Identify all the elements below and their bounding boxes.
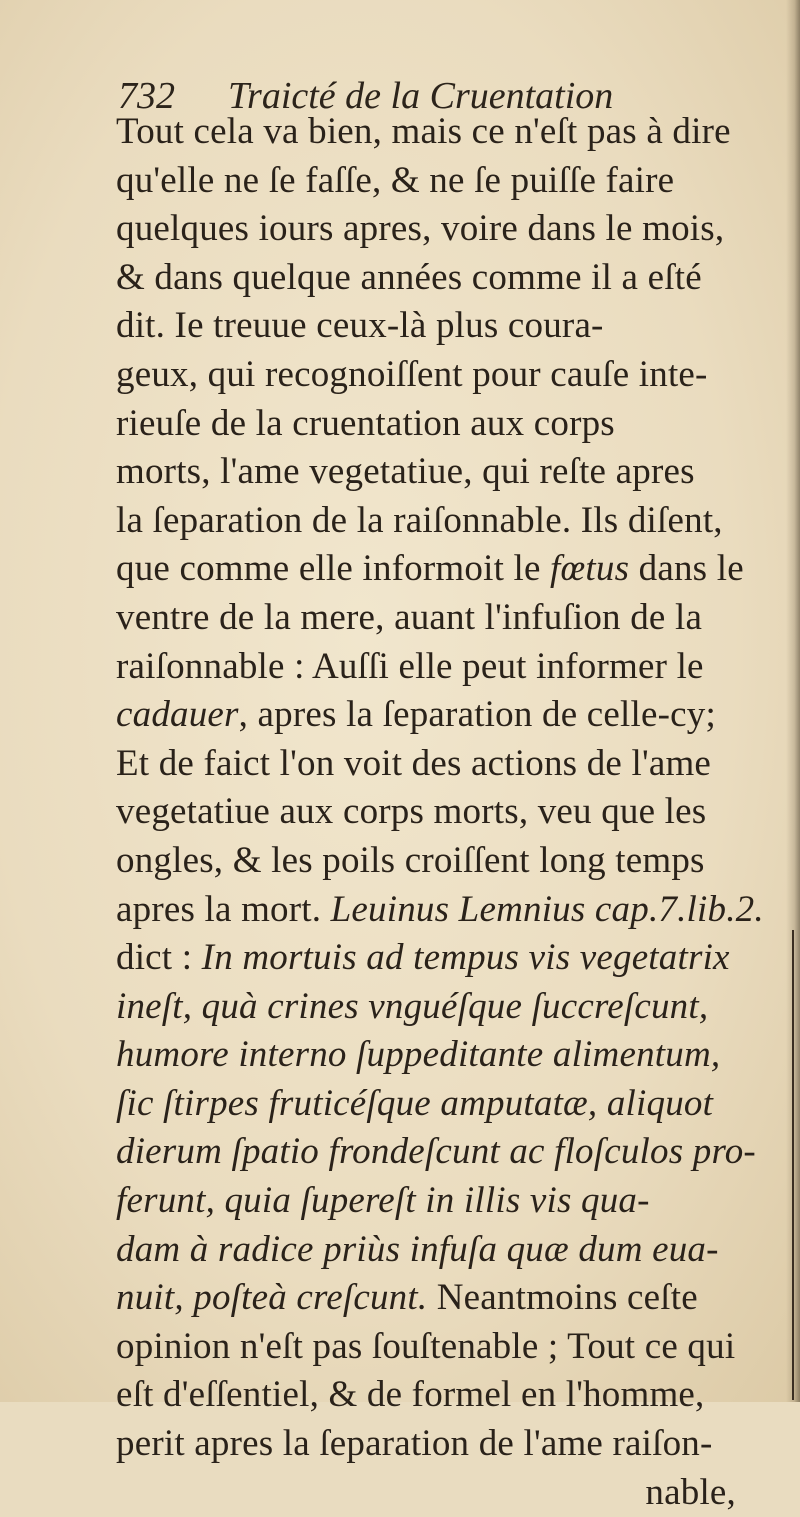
text-line — [116, 886, 776, 935]
text-line — [116, 934, 776, 983]
body-text — [116, 108, 776, 1517]
text-line — [116, 545, 776, 594]
text-line — [116, 691, 776, 740]
catchword: nable, — [645, 1471, 736, 1513]
text-line: raiſonnable : Auſſi elle peut informer le — [116, 645, 704, 687]
text-line — [116, 1177, 776, 1226]
text-line — [116, 1128, 776, 1177]
text-line: ongles, & les poils croiſſent long temps — [116, 839, 705, 881]
italic-span: fœtus — [550, 548, 630, 590]
text-line: & dans quelque années comme il a eſté — [116, 256, 702, 298]
roman-span: , apres la ſeparation de celle-cy; — [238, 694, 716, 736]
text-line: qu'elle ne ſe faſſe, & ne ſe puiſſe faire — [116, 159, 675, 201]
text-line — [116, 1031, 776, 1080]
italic-span: In mortuis ad tempus vis vegetatrix — [201, 937, 730, 979]
text-line: eſt d'eſſentiel, & de formel en l'homme, — [116, 1374, 705, 1416]
text-line: dit. Ie treuue ceux-là plus coura- — [116, 305, 604, 347]
text-line: opinion n'eſt pas ſouſtenable ; Tout ce qui — [116, 1325, 736, 1367]
roman-span: dans le — [629, 548, 744, 590]
running-title: Traicté de la Cruentation — [228, 75, 614, 117]
italic-span: ineſt, quà crines vnguéſque ſuccreſcunt, — [116, 985, 709, 1027]
page-number: 732 — [118, 75, 175, 117]
text-line: geux, qui recognoiſſent pour cauſe inte- — [116, 353, 708, 395]
text-line: rieuſe de la cruentation aux corps — [116, 402, 615, 444]
italic-span: dierum ſpatio frondeſcunt ac floſculos pro- — [116, 1131, 756, 1173]
roman-span: apres la mort. — [116, 888, 331, 930]
text-line — [116, 1080, 776, 1129]
italic-span: ferunt, quia ſupereſt in illis vis qua- — [116, 1180, 650, 1222]
page-edge-line — [792, 930, 794, 1400]
italic-span: Leuinus Lemnius cap.7.lib.2. — [330, 888, 764, 930]
roman-span: que comme elle informoit le — [116, 548, 551, 590]
text-line — [116, 1274, 776, 1323]
text-line — [116, 1226, 776, 1275]
text-line: Et de faict l'on voit des actions de l'ame — [116, 742, 712, 784]
text-line: la ſeparation de la raiſonnable. Ils diſent, — [116, 499, 723, 541]
roman-span: Neantmoins ceſte — [427, 1277, 698, 1319]
text-line: perit apres la ſeparation de l'ame raiſon- — [116, 1423, 713, 1465]
italic-span: cadauer — [116, 694, 239, 736]
italic-span: nuit, poſteà creſcunt. — [116, 1277, 428, 1319]
text-line: quelques iours apres, voire dans le mois, — [116, 208, 725, 250]
text-line: morts, l'ame vegetatiue, qui reſte apres — [116, 451, 695, 493]
text-line: Tout cela va bien, mais ce n'eſt pas à dire — [116, 111, 731, 152]
text-line: ventre de la mere, auant l'infuſion de la — [116, 596, 703, 638]
text-line: vegetatiue aux corps morts, veu que les — [116, 791, 707, 833]
italic-span: dam à radice priùs infuſa quæ dum eua- — [116, 1228, 719, 1270]
roman-span: dict : — [116, 937, 202, 979]
italic-span: humore interno ſuppeditante alimentum, — [116, 1034, 721, 1076]
text-line — [116, 983, 776, 1032]
italic-span: ſic ſtirpes fruticéſque amputatæ, aliquot — [116, 1082, 714, 1124]
